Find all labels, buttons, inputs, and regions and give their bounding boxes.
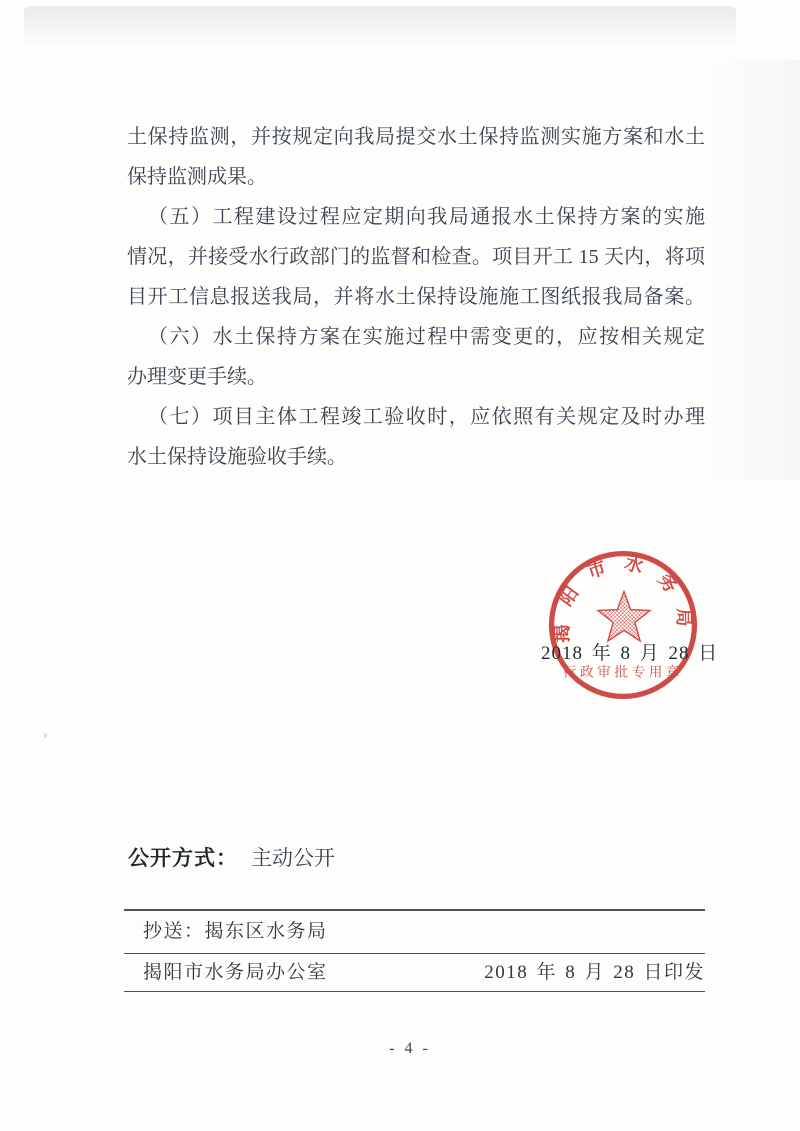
signature-date: 2018 年 8 月 28 日 <box>541 643 719 664</box>
issuing-office: 揭阳市水务局办公室 <box>143 962 328 983</box>
body-line: （七）项目主体工程竣工验收时，应依照有关规定及时办理 <box>148 406 705 428</box>
seal-caption-text: 行政审批专用章 <box>562 664 684 680</box>
seal-star-icon <box>598 592 650 641</box>
seal-organization-text: 揭阳市水务局 <box>552 552 694 643</box>
disclosure-row <box>128 843 335 873</box>
body-line: （六）水土保持方案在实施过程中需变更的，应按相关规定 <box>148 326 705 348</box>
body-line: 保持监测成果。 <box>127 166 267 188</box>
body-line: 目开工信息报送我局，并将水土保持设施施工图纸报我局备案。 <box>127 286 705 308</box>
print-date: 2018 年 8 月 28 日印发 <box>484 962 705 983</box>
scan-speck <box>44 733 47 738</box>
disclosure-value: 主动公开 <box>251 846 335 870</box>
scan-artifact-right <box>710 60 800 480</box>
cc-line: 抄送：揭东区水务局 <box>143 921 328 942</box>
body-line: （五）工程建设过程应定期向我局通报水土保持方案的实施 <box>148 206 705 228</box>
body-line: 情况，并接受水行政部门的监督和检查。项目开工 15 天内，将项 <box>127 246 705 268</box>
body-line: 水土保持设施验收手续。 <box>127 446 347 468</box>
footer-rule-bottom <box>124 991 705 992</box>
body-line: 土保持监测，并按规定向我局提交水土保持监测实施方案和水土 <box>127 126 705 148</box>
document-footer <box>124 909 705 992</box>
document-body <box>127 117 705 477</box>
body-line: 办理变更手续。 <box>127 366 267 388</box>
disclosure-label: 公开方式： <box>128 846 238 870</box>
official-seal <box>546 548 700 702</box>
page-number: - 4 - <box>389 1040 431 1057</box>
scan-artifact-top <box>24 6 736 48</box>
